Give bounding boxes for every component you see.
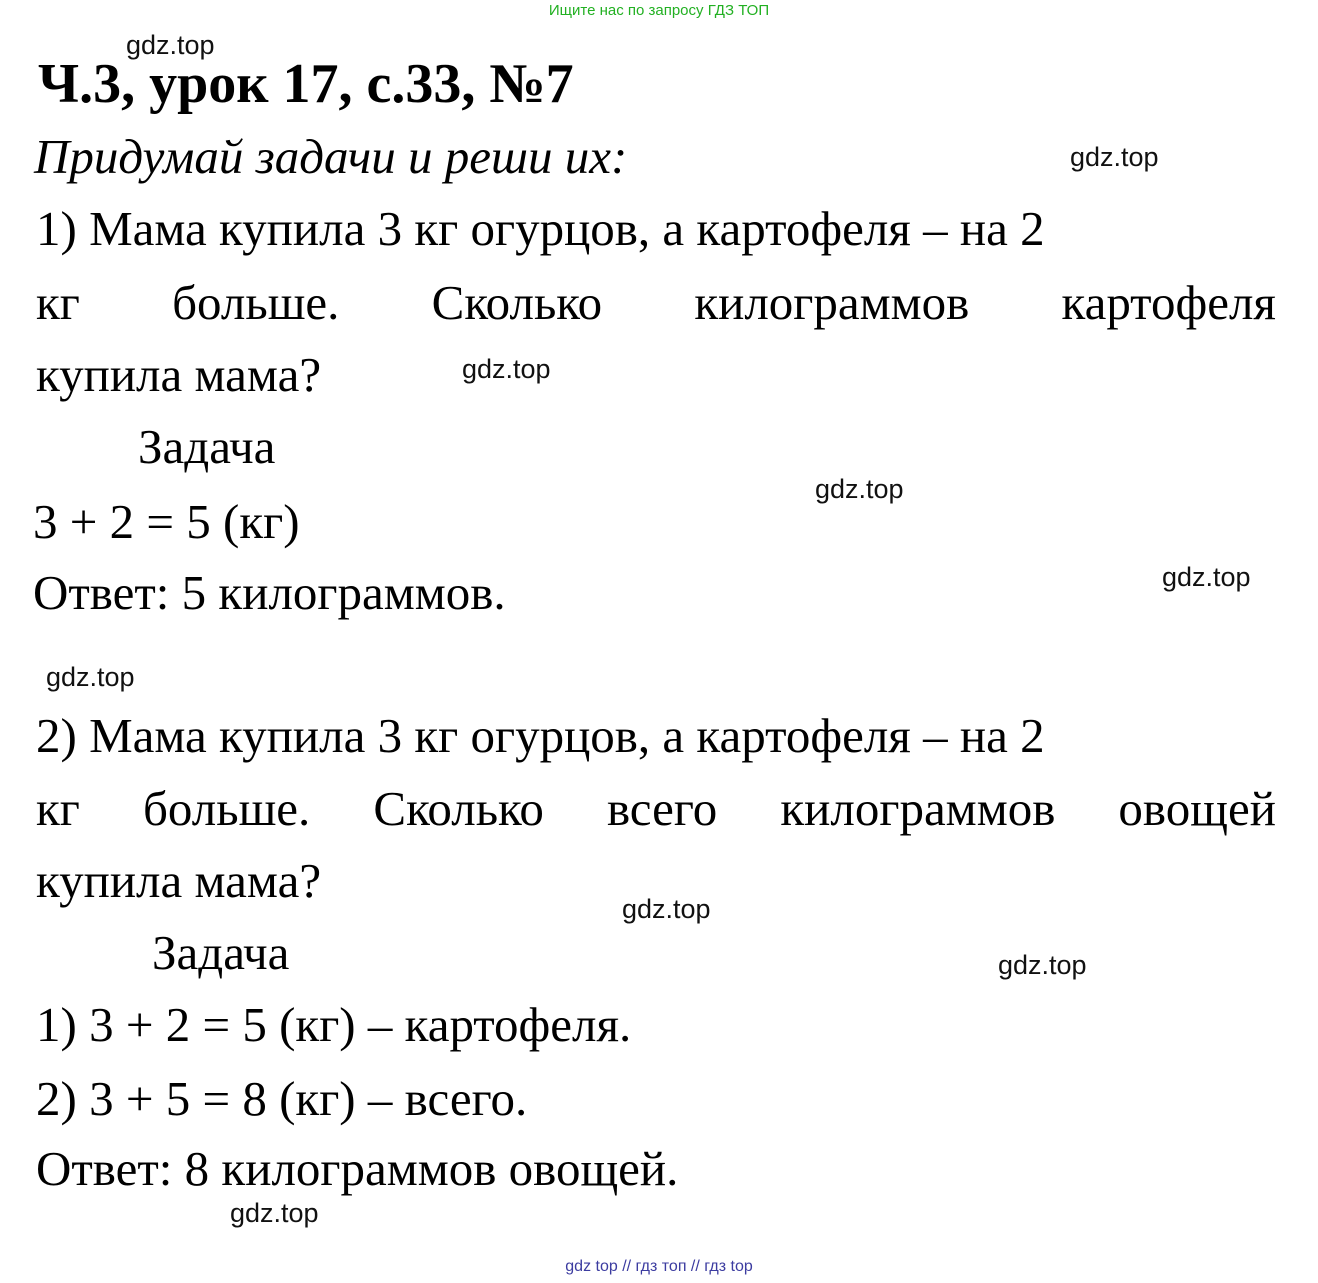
watermark: gdz.top xyxy=(1070,142,1159,172)
task1-word: картофеля xyxy=(1061,275,1276,330)
task1-word: больше. xyxy=(172,275,340,330)
task1-word: килограммов xyxy=(694,275,970,330)
task1-word: кг xyxy=(36,275,80,330)
watermark: gdz.top xyxy=(46,662,135,692)
subtitle: Придумай задачи и реши их: xyxy=(34,129,628,184)
top-banner[interactable]: Ищите нас по запросу ГДЗ ТОП xyxy=(548,2,770,19)
watermark: gdz.top xyxy=(815,474,904,504)
task2-step2: 2) 3 + 5 = 8 (кг) – всего. xyxy=(36,1071,528,1126)
task1-heading: Задача xyxy=(138,419,276,474)
task2-line3: купила мама? xyxy=(36,853,322,908)
task1-word: Сколько xyxy=(431,275,603,330)
task1-answer: Ответ: 5 килограммов. xyxy=(33,565,506,620)
task2-step1: 1) 3 + 2 = 5 (кг) – картофеля. xyxy=(36,997,632,1052)
task2-heading: Задача xyxy=(152,925,290,980)
watermark: gdz.top xyxy=(1162,562,1251,592)
watermark: gdz.top xyxy=(230,1198,319,1228)
task2-answer: Ответ: 8 килограммов овощей. xyxy=(36,1141,679,1196)
task2-word: килограммов xyxy=(780,781,1056,836)
watermark: gdz.top xyxy=(998,950,1087,980)
bottom-banner[interactable]: gdz top // гдз топ // гдз top xyxy=(565,1258,753,1275)
task1-line3: купила мама? xyxy=(36,347,322,402)
task2-line1: 2) Мама купила 3 кг огурцов, а картофеля – на 2 xyxy=(36,708,1045,763)
task2-line2 xyxy=(36,780,1276,837)
task1-line1: 1) Мама купила 3 кг огурцов, а картофеля – на 2 xyxy=(36,201,1045,256)
task2-word: Сколько xyxy=(373,781,544,836)
task1-solution: 3 + 2 = 5 (кг) xyxy=(33,494,300,549)
task2-word: овощей xyxy=(1118,781,1276,836)
task2-word: кг xyxy=(36,781,80,836)
task1-line2 xyxy=(36,274,1276,331)
watermark: gdz.top xyxy=(462,354,551,384)
watermark: gdz.top xyxy=(126,30,215,60)
task2-word: всего xyxy=(606,781,718,836)
watermark: gdz.top xyxy=(622,894,711,924)
page-title: Ч.3, урок 17, с.33, №7 xyxy=(38,53,574,115)
task2-word: больше. xyxy=(142,781,311,836)
